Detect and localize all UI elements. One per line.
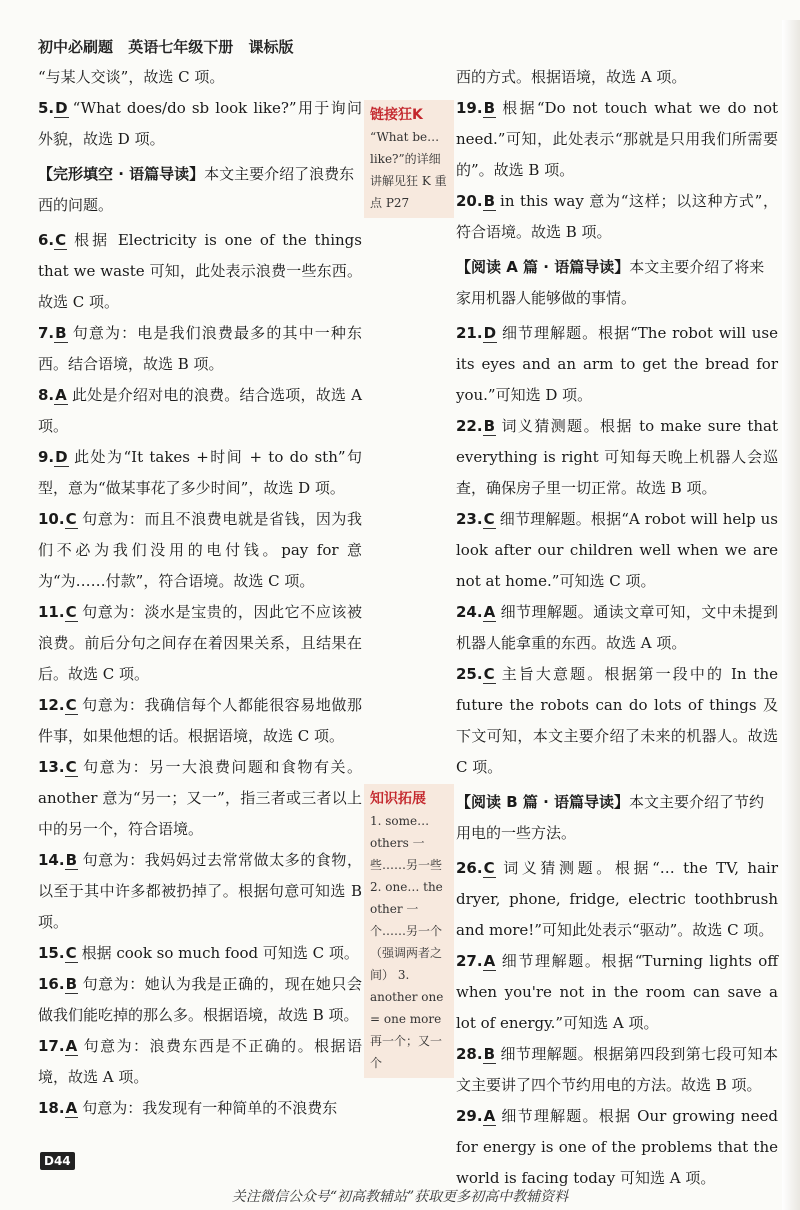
item-number: 21. <box>456 324 483 342</box>
item-answer: A <box>65 1037 78 1055</box>
left-continuation: “与某人交谈”，故选 C 项。 <box>38 68 225 86</box>
item-answer: D <box>483 324 497 342</box>
section-heading-reading-b <box>456 787 778 849</box>
item-answer: D <box>55 99 68 117</box>
item-number: 13. <box>38 758 65 776</box>
page-number-badge: D44 <box>40 1152 75 1170</box>
item-explanation: 根据 Electricity is one of the things that we waste 可知，此处表示浪费一些东西。故选 C 项。 <box>38 231 362 311</box>
item-number: 12. <box>38 696 65 714</box>
answer-item <box>38 93 362 155</box>
section-heading-cloze <box>38 159 362 221</box>
answer-item <box>38 969 362 1031</box>
link-note-box <box>364 100 454 218</box>
answer-item <box>456 1101 778 1194</box>
item-number: 16. <box>38 975 65 993</box>
header-subject: 英语七年级下册 <box>128 38 234 56</box>
section-label: 【完形填空 · 语篇导读】 <box>38 165 205 183</box>
item-answer: C <box>65 696 77 714</box>
item-explanation: 词义猜测题。根据“… the TV, hair dryer, phone, fridge, electric toothbrush and more!”可知此处表示“驱动”。故选 C 项。 <box>456 859 778 939</box>
item-number: 18. <box>38 1099 65 1117</box>
item-explanation: 词义猜测题。根据 to make sure that everything is right 可知每天晚上机器人会巡查，确保房子里一切正常。故选 B 项。 <box>456 417 778 497</box>
item-explanation: “What does/do sb look like?”用于询问外貌，故选 D 项。 <box>38 99 362 148</box>
item-explanation: 细节理解题。根据“The robot will use its eyes and an arm to get the bread for you.”可知选 D 项。 <box>456 324 778 404</box>
item-explanation: 主旨大意题。根据第一段中的 In the future the robots can do lots of things 及下文可知，本文主要介绍了未来的机器人。故选 C 项。 <box>456 665 778 776</box>
item-number: 17. <box>38 1037 65 1055</box>
section-text: 本文主要介绍了节约用电的一些方法。 <box>456 793 765 842</box>
answer-item <box>38 1093 362 1124</box>
item-explanation: 句意为：而且不浪费电就是省钱，因为我们不必为我们没用的电付钱。pay for 意为“为……付款”，符合语境。故选 C 项。 <box>38 510 362 590</box>
item-answer: B <box>65 851 78 869</box>
item-answer: D <box>55 448 68 466</box>
answer-item <box>456 946 778 1039</box>
item-explanation: 句意为：我妈妈过去常常做太多的食物，以至于其中许多都被扔掉了。根据句意可知选 B 项。 <box>38 851 362 931</box>
item-answer: A <box>483 603 496 621</box>
answer-item <box>38 1031 362 1093</box>
item-explanation: 句意为：她认为我是正确的，现在她只会做我们能吃掉的那么多。根据语境，故选 B 项。 <box>38 975 362 1024</box>
item-explanation: 细节理解题。根据“Turning lights off when you're not in the room can save a lot of energy.”可知选 A 项。 <box>456 952 778 1032</box>
knowledge-note-title: 知识拓展 <box>370 791 426 807</box>
item-number: 6. <box>38 231 55 249</box>
answer-item <box>456 1039 778 1101</box>
section-text: 本文主要介绍了浪费东西的问题。 <box>38 165 355 214</box>
knowledge-note-box <box>364 784 454 1078</box>
item-answer: B <box>483 1045 496 1063</box>
item-number: 20. <box>456 192 483 210</box>
item-explanation: 细节理解题。根据“A robot will help us look after our children well when we are not at home.”可知选 C 项。 <box>456 510 778 590</box>
item-explanation: 细节理解题。根据 Our growing need for energy is one of the problems that the world is facing today 可知选 A 项。 <box>456 1107 778 1187</box>
item-explanation: 此处是介绍对电的浪费。结合选项，故选 A 项。 <box>38 386 362 435</box>
item-explanation: in this way 意为“这样；以这种方式”，符合语境。故选 B 项。 <box>456 192 778 241</box>
item-number: 9. <box>38 448 55 466</box>
answer-item <box>38 318 362 380</box>
item-explanation: 句意为：电是我们浪费最多的其中一种东西。结合语境，故选 B 项。 <box>38 324 362 373</box>
item-answer: A <box>483 1107 496 1125</box>
item-explanation: 根据“Do not touch what we do not need.”可知，此处表示“那就是只用我们所需要的”。故选 B 项。 <box>456 99 778 179</box>
item-answer: B <box>483 192 496 210</box>
item-answer: C <box>483 510 495 528</box>
header-book: 初中必刷题 <box>38 38 114 56</box>
item-explanation: 句意为：浪费东西是不正确的。根据语境，故选 A 项。 <box>38 1037 362 1086</box>
knowledge-note-text: 1. some… others 一些……另一些 2. one… the other 一个……另一个（强调两者之间） 3. another one = one more 再一个；又一个 <box>370 814 444 1070</box>
item-answer: C <box>65 944 77 962</box>
item-number: 25. <box>456 665 483 683</box>
answer-item <box>38 845 362 938</box>
answer-item <box>456 853 778 946</box>
margin-notes <box>364 62 454 1078</box>
right-continuation: 西的方式。根据语境，故选 A 项。 <box>456 68 687 86</box>
answer-item <box>38 380 362 442</box>
item-answer: B <box>483 99 496 117</box>
item-explanation: 细节理解题。根据第四段到第七段可知本文主要讲了四个节约用电的方法。故选 B 项。 <box>456 1045 778 1094</box>
item-answer: C <box>55 231 67 249</box>
answer-item <box>38 225 362 318</box>
item-number: 24. <box>456 603 483 621</box>
item-number: 29. <box>456 1107 483 1125</box>
section-text: 本文主要介绍了将来家用机器人能够做的事情。 <box>456 258 765 307</box>
footer-watermark-note: 关注微信公众号“初高教辅站”获取更多初高中教辅资料 <box>231 1189 569 1205</box>
item-answer: A <box>483 952 496 970</box>
section-label: 【阅读 A 篇 · 语篇导读】 <box>456 258 630 276</box>
right-column <box>456 62 778 1194</box>
item-number: 27. <box>456 952 483 970</box>
item-explanation: 句意为：另一大浪费问题和食物有关。another 意为“另一；又一”，指三者或三者以上中的另一个，符合语境。 <box>38 758 362 838</box>
page-edge-shadow <box>782 20 800 1210</box>
item-explanation: 细节理解题。通读文章可知，文中未提到机器人能拿重的东西。故选 A 项。 <box>456 603 778 652</box>
item-number: 15. <box>38 944 65 962</box>
item-number: 23. <box>456 510 483 528</box>
item-explanation: 此处为“It takes +时间 + to do sth”句型，意为“做某事花了多少时间”，故选 D 项。 <box>38 448 362 497</box>
item-answer: B <box>65 975 78 993</box>
item-number: 8. <box>38 386 55 404</box>
item-number: 11. <box>38 603 65 621</box>
left-column <box>38 62 362 1124</box>
item-answer: C <box>483 665 495 683</box>
answer-item <box>38 752 362 845</box>
item-answer: B <box>55 324 67 342</box>
answer-item <box>38 938 362 969</box>
header-edition: 课标版 <box>248 38 294 56</box>
section-label: 【阅读 B 篇 · 语篇导读】 <box>456 793 630 811</box>
page-header <box>38 36 304 57</box>
item-explanation: 句意为：淡水是宝贵的，因此它不应该被浪费。前后分句之间存在着因果关系，且结果在后。故选 C 项。 <box>38 603 362 683</box>
link-note-text: “What be…like?”的详细讲解见狂 K 重点 P27 <box>370 130 447 210</box>
item-answer: C <box>65 603 77 621</box>
answer-item <box>456 597 778 659</box>
item-answer: C <box>65 510 77 528</box>
item-number: 5. <box>38 99 55 117</box>
item-number: 26. <box>456 859 483 877</box>
item-explanation: 句意为：我发现有一种简单的不浪费东 <box>82 1099 338 1117</box>
item-explanation: 句意为：我确信每个人都能很容易地做那件事，如果他想的话。根据语境，故选 C 项。 <box>38 696 362 745</box>
item-number: 19. <box>456 99 483 117</box>
item-number: 7. <box>38 324 55 342</box>
answer-item <box>38 442 362 504</box>
section-heading-reading-a <box>456 252 778 314</box>
answer-item <box>38 690 362 752</box>
answer-item <box>456 504 778 597</box>
answer-item <box>38 504 362 597</box>
answer-item <box>456 318 778 411</box>
item-number: 22. <box>456 417 483 435</box>
item-number: 28. <box>456 1045 483 1063</box>
item-answer: C <box>483 859 495 877</box>
answer-item <box>38 597 362 690</box>
answer-item <box>456 659 778 783</box>
item-answer: A <box>65 1099 78 1117</box>
answer-item <box>456 411 778 504</box>
answer-item <box>456 186 778 248</box>
item-explanation: 根据 cook so much food 可知选 C 项。 <box>81 944 359 962</box>
link-note-title: 链接狂K <box>370 107 423 123</box>
item-answer: C <box>65 758 77 776</box>
item-number: 14. <box>38 851 65 869</box>
item-answer: B <box>483 417 496 435</box>
item-answer: A <box>55 386 67 404</box>
answer-item <box>456 93 778 186</box>
item-number: 10. <box>38 510 65 528</box>
